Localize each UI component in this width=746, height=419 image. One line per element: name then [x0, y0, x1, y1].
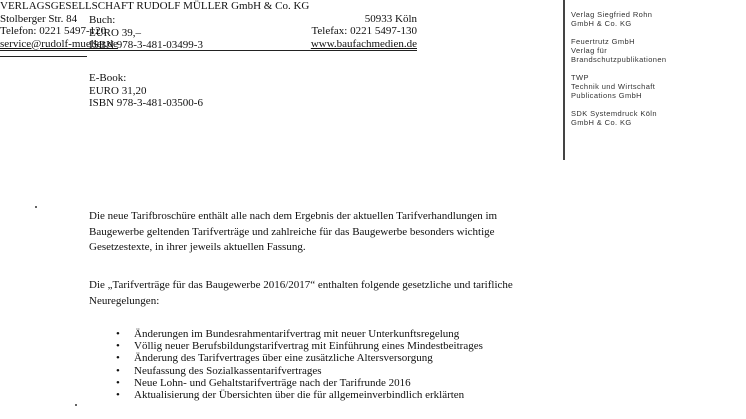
list-item-text: Aktualisierung der Übersichten über die für allgemeinverbindlich erklärten [134, 388, 465, 401]
publisher-name: VERLAGSGESELLSCHAFT RUDOLF MÜLLER GmbH & Co. KG [0, 0, 310, 12]
list-item [116, 389, 556, 401]
publisher-block [0, 0, 417, 51]
publisher-fax: Telefax: 0221 5497-130 [311, 25, 417, 37]
sidebar-company-line: Verlag Siegfried Rohn [571, 10, 653, 19]
publisher-city: 50933 Köln [364, 12, 417, 25]
publisher-street: Stolberger Str. 84 [0, 12, 78, 25]
bullet-symbol: • [116, 340, 120, 353]
publisher-contact-row [0, 38, 417, 51]
sidebar-company-line: Technik und Wirtschaft [571, 82, 656, 91]
list-item [116, 365, 556, 377]
book-isbn: ISBN 978-3-481-03499-3 [89, 39, 203, 51]
sidebar-company-line: TWP [571, 73, 589, 82]
list-item-text: Völlig neuer Berufsbildungstarifvertrag mit Einführung eines Mindestbeitrages [134, 340, 483, 353]
book-label: Buch: [89, 14, 116, 26]
list-item [116, 340, 556, 352]
list-item [116, 328, 556, 340]
ebook-isbn: ISBN 978-3-481-03500-6 [89, 97, 203, 109]
list-item-text: Neue Lohn- und Gehaltstarifverträge nach der Tarifrunde 2016 [134, 376, 411, 389]
sidebar-company-line: Brandschutzpublikationen [571, 55, 667, 64]
publisher-phone-row [0, 25, 417, 38]
ebook-price-block [89, 72, 203, 110]
sidebar-company-line: Publications GmbH [571, 91, 642, 100]
publisher-name-row [0, 0, 417, 13]
left-horizontal-rule [0, 56, 87, 57]
bullet-symbol: • [116, 376, 120, 389]
book-price: EURO 39,– [89, 26, 141, 39]
ebook-price: EURO 31,20 [89, 84, 147, 97]
bullet-symbol: • [116, 364, 120, 377]
sidebar-company-sdk [571, 109, 746, 127]
sidebar-company-feuertrutz [571, 37, 746, 64]
list-item-text: Neufassung des Sozialkassentarifvertrages [134, 364, 322, 377]
group-companies-sidebar [563, 0, 746, 160]
publisher-address-row [0, 13, 417, 26]
publisher-email-link[interactable]: service@rudolf-mueller.de [0, 37, 118, 50]
sidebar-company-line: Feuertrutz GmbH [571, 37, 635, 46]
list-item-text: Änderungen im Bundesrahmentarifvertrag mit neuer Unterkunftsregelung [134, 328, 460, 340]
margin-dot [35, 206, 37, 208]
sidebar-company-line: Verlag für [571, 46, 608, 55]
bullet-symbol: • [116, 388, 120, 401]
intro-paragraph: Die „Tarifverträge für das Baugewerbe 2016/2017“ enthalten folgende gesetzliche und tarifliche Neuregelungen: [89, 279, 513, 307]
sidebar-company-line: SDK Systemdruck Köln [571, 109, 657, 118]
publisher-phone: Telefon: 0221 5497-120 [0, 25, 107, 37]
bullet-symbol: • [116, 352, 120, 365]
sidebar-company-rohn [571, 10, 746, 28]
bullet-symbol: • [116, 328, 120, 340]
sidebar-company-line: GmbH & Co. KG [571, 118, 632, 127]
description-paragraph: Die neue Tarifbroschüre enthält alle nach dem Ergebnis der aktuellen Tarifverhandlungen im Baugewerbe geltenden Tarifverträge und zahlreiche für das Baugewerbe besonders wichtige Gesetzestexte, in ihrer jeweils aktuellen Fassung. [89, 210, 498, 253]
sidebar-company-twp [571, 73, 746, 100]
list-item-text: Änderung des Tarifvertrages über eine zusätzliche Altersversorgung [134, 352, 433, 365]
margin-dot [75, 404, 77, 406]
list-item [116, 377, 556, 389]
ebook-label: E-Book: [89, 72, 127, 84]
sidebar-company-line: GmbH & Co. KG [571, 19, 632, 28]
list-item [116, 352, 556, 364]
publisher-web-link[interactable]: www.baufachmedien.de [310, 37, 417, 50]
changes-list [116, 328, 556, 401]
